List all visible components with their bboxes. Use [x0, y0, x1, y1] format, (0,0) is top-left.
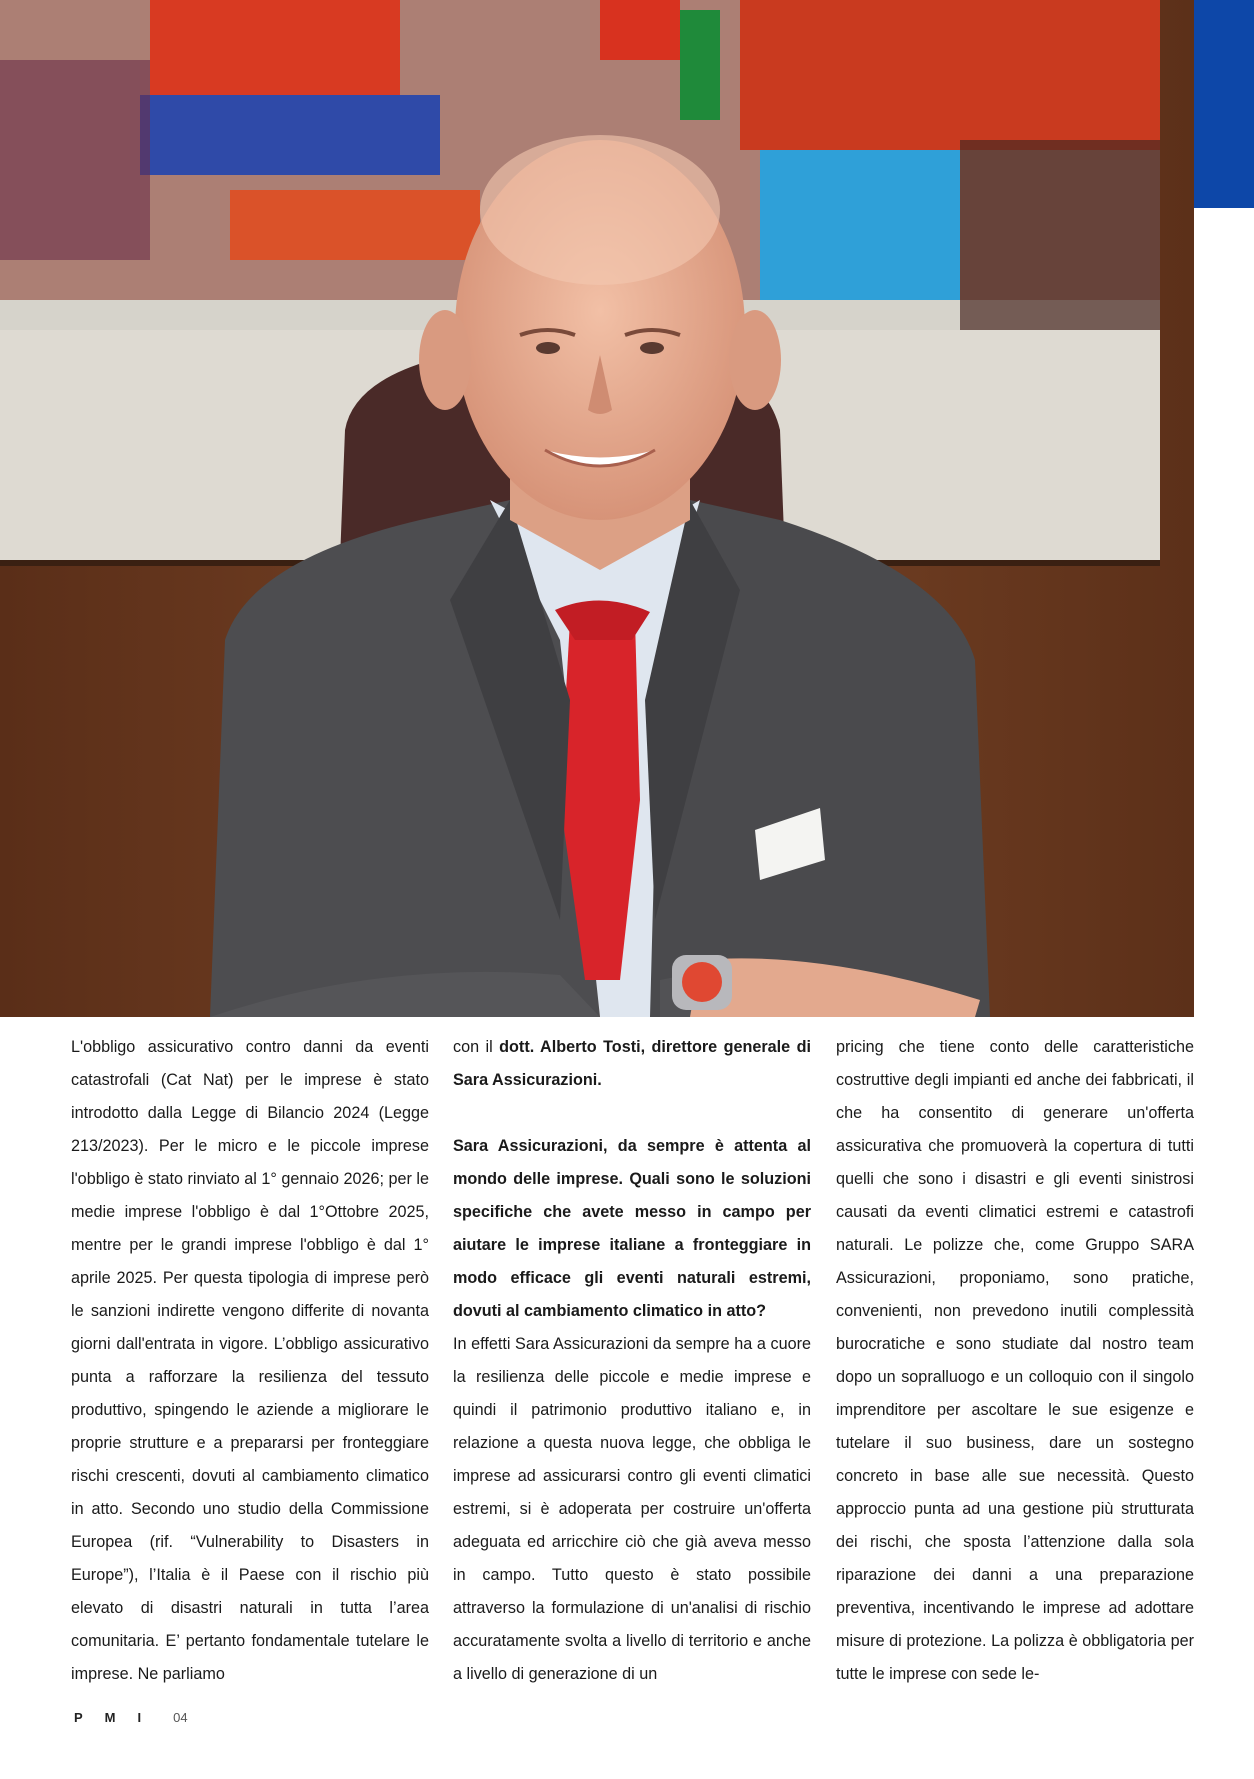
intro-paragraph: [453, 1031, 811, 1097]
page-footer: [74, 1710, 188, 1725]
article-column-3: [836, 1031, 1194, 1691]
interview-answer: In effetti Sara Assicurazioni da sempre ha a cuore la resilienza delle piccole e medie imprese e quindi il patrimonio produttivo italiano e, in relazione a questa nuova legge, che obbliga le imprese ad assicurarsi contro gli eventi climatici estremi, si è adoperata per costruire un'offerta adeguata ed arricchire ciò che già aveva messo in campo. Tutto questo è stato possibile attraverso la formulazione di un'analisi di rischio accuratamente svolta a livello di territorio e anche a livello di generazione di un: [453, 1335, 811, 1683]
article-column-1: [71, 1031, 429, 1691]
watch-icon: [682, 962, 722, 1002]
interview-question: [453, 1130, 811, 1328]
intro-text: con il: [453, 1038, 500, 1056]
accent-tab: [1194, 0, 1254, 208]
page-number: 04: [173, 1710, 188, 1725]
magazine-name: PMI: [74, 1710, 164, 1725]
article-column-2: [453, 1031, 811, 1691]
question-text: Sara Assicurazioni, da sempre è attenta al mondo delle imprese. Quali sono le soluzioni specifiche che avete messo in campo per aiutare le imprese italiane a fronteggiare in modo efficace gli eventi naturali estremi, dovuti al cambiamento climatico in atto?: [453, 1137, 811, 1320]
paragraph: L'obbligo assicurativo contro danni da eventi catastrofali (Cat Nat) per le imprese è stato introdotto dalla Legge di Bilancio 2024 (Legge 213/2023). Per le micro e le piccole imprese l'obbligo è stato rinviato al 1° gennaio 2026; per le medie imprese l'obbligo è dal 1°Ottobre 2025, mentre per le grandi imprese l'obbligo è dal 1° aprile 2025. Per questa tipologia di imprese però le sanzioni indirette vengono differite di novanta giorni dall'entrata in vigore. L’obbligo assicurativo punta a rafforzare la resilienza del tessuto produttivo, spingendo le aziende a migliorare le proprie strutture e a prepararsi per fronteggiare rischi crescenti, dovuti al cambiamento climatico in atto. Secondo uno studio della Commissione Europea (rif. “Vulnerability to Disasters in Europe”), l’Italia è il Paese con il rischio più elevato di disastri naturali in tutta l’area comunitaria. E’ pertanto fondamentale tutelare le imprese. Ne parliamo: [71, 1038, 429, 1683]
interviewee-name: dott. Alberto Tosti, direttore generale di Sara Assicurazioni.: [453, 1038, 811, 1089]
paragraph: pricing che tiene conto delle caratteristiche costruttive degli impianti ed anche dei fabbricati, il che ha consentito di generare un'offerta assicurativa che promuoverà la copertura di tutti quelli che sono i disastri e gli eventi sinistrosi causati da eventi climatici estremi e catastrofi naturali. Le polizze che, come Gruppo SARA Assicurazioni, proponiamo, sono pratiche, convenienti, non prevedono inutili complessità burocratiche e sono studiate dal nostro team dopo un sopralluogo e un colloquio con il singolo imprenditore per ascoltare le sue esigenze e tutelare il suo business, dare un sostegno concreto in base alle sue necessità. Questo approccio punta ad una gestione più strutturata dei rischi, che sposta l’attenzione dalla sola riparazione dei danni a una preparazione preventiva, incentivando le imprese ad adottare misure di protezione. La polizza è obbligatoria per tutte le imprese con sede le-: [836, 1038, 1194, 1683]
